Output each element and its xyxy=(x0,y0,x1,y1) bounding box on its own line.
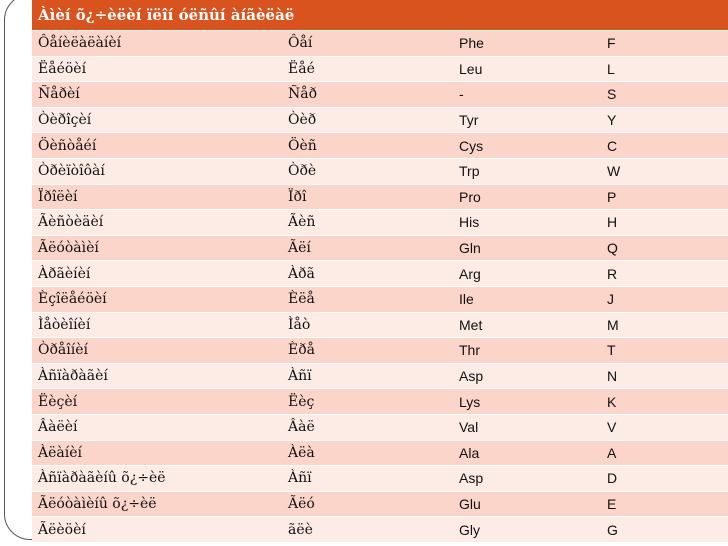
name-cell: Àëàíèí xyxy=(32,440,282,466)
table-row xyxy=(32,414,728,440)
table-row xyxy=(32,31,728,57)
name-cell: Àñïàðàãèí xyxy=(32,363,282,389)
abbr-cell: Ãëó xyxy=(282,491,453,517)
name-cell: Ëèçèí xyxy=(32,389,282,415)
three-letter-code-cell: Asp xyxy=(453,466,601,492)
name-cell: Ãëóòàìèí xyxy=(32,235,282,261)
abbr-cell: Âàë xyxy=(282,414,453,440)
table-row xyxy=(32,389,728,415)
abbr-cell: Ëåé xyxy=(282,56,453,82)
table-row xyxy=(32,338,728,364)
table-container xyxy=(32,0,728,546)
abbr-cell: Ïðî xyxy=(282,184,453,210)
three-letter-code-cell: Met xyxy=(453,312,601,338)
table-row xyxy=(32,261,728,287)
three-letter-code-cell: Val xyxy=(453,414,601,440)
one-letter-code-cell: Y xyxy=(601,107,728,133)
three-letter-code-cell: Tyr xyxy=(453,107,601,133)
abbr-cell: Òèð xyxy=(282,107,453,133)
three-letter-code-cell: Phe xyxy=(453,31,601,57)
table-row xyxy=(32,210,728,236)
abbr-cell: Èëå xyxy=(282,286,453,312)
table-row xyxy=(32,491,728,517)
name-cell: Öèñòåéí xyxy=(32,133,282,159)
one-letter-code-cell: G xyxy=(601,517,728,543)
three-letter-code-cell: Ile xyxy=(453,286,601,312)
name-cell: Ãèñòèäèí xyxy=(32,210,282,236)
one-letter-code-cell: P xyxy=(601,184,728,210)
one-letter-code-cell: L xyxy=(601,56,728,82)
abbr-cell: Ìåò xyxy=(282,312,453,338)
one-letter-code-cell: V xyxy=(601,414,728,440)
one-letter-code-cell: J xyxy=(601,286,728,312)
table-row xyxy=(32,466,728,492)
name-cell: Ñåðèí xyxy=(32,82,282,108)
name-cell: Ôåíèëàëàíèí xyxy=(32,31,282,57)
amino-acid-table xyxy=(32,0,728,543)
table-row xyxy=(32,158,728,184)
three-letter-code-cell: Glu xyxy=(453,491,601,517)
three-letter-code-cell: Asp xyxy=(453,363,601,389)
name-cell: Àðãèíèí xyxy=(32,261,282,287)
one-letter-code-cell: K xyxy=(601,389,728,415)
one-letter-code-cell: F xyxy=(601,31,728,57)
name-cell: Èçîëåéöèí xyxy=(32,286,282,312)
one-letter-code-cell: W xyxy=(601,158,728,184)
abbr-cell: Àñï xyxy=(282,363,453,389)
table-row xyxy=(32,440,728,466)
name-cell: Àñïàðàãèíû õ¿÷èë xyxy=(32,466,282,492)
table-row xyxy=(32,56,728,82)
three-letter-code-cell: Trp xyxy=(453,158,601,184)
table-title: Àìèí õ¿÷èëèí ïëîí óëñûí àíãèëàë xyxy=(32,0,728,31)
three-letter-code-cell: Leu xyxy=(453,56,601,82)
name-cell: Ìåòèîíèí xyxy=(32,312,282,338)
abbr-cell: Èðå xyxy=(282,338,453,364)
one-letter-code-cell: N xyxy=(601,363,728,389)
table-row xyxy=(32,312,728,338)
table-row xyxy=(32,184,728,210)
three-letter-code-cell: - xyxy=(453,82,601,108)
one-letter-code-cell: E xyxy=(601,491,728,517)
one-letter-code-cell: A xyxy=(601,440,728,466)
table-row xyxy=(32,107,728,133)
name-cell: Ëåéöèí xyxy=(32,56,282,82)
table-body xyxy=(32,31,728,543)
three-letter-code-cell: Pro xyxy=(453,184,601,210)
table-row xyxy=(32,235,728,261)
abbr-cell: Ñåð xyxy=(282,82,453,108)
name-cell: Ãëèöèí xyxy=(32,517,282,543)
three-letter-code-cell: Ala xyxy=(453,440,601,466)
three-letter-code-cell: Arg xyxy=(453,261,601,287)
abbr-cell: Öèñ xyxy=(282,133,453,159)
one-letter-code-cell: D xyxy=(601,466,728,492)
table-header-row xyxy=(32,0,728,31)
one-letter-code-cell: R xyxy=(601,261,728,287)
abbr-cell: Àëà xyxy=(282,440,453,466)
table-row xyxy=(32,363,728,389)
three-letter-code-cell: Gly xyxy=(453,517,601,543)
three-letter-code-cell: Lys xyxy=(453,389,601,415)
name-cell: Ïðîëèí xyxy=(32,184,282,210)
name-cell: Ãëóòàìèíû õ¿÷èë xyxy=(32,491,282,517)
abbr-cell: Ôåí xyxy=(282,31,453,57)
name-cell: Òðåîíèí xyxy=(32,338,282,364)
table-row xyxy=(32,286,728,312)
one-letter-code-cell: M xyxy=(601,312,728,338)
one-letter-code-cell: C xyxy=(601,133,728,159)
abbr-cell: ãëè xyxy=(282,517,453,543)
one-letter-code-cell: S xyxy=(601,82,728,108)
abbr-cell: Àðã xyxy=(282,261,453,287)
abbr-cell: Ëèç xyxy=(282,389,453,415)
abbr-cell: Àñï xyxy=(282,466,453,492)
one-letter-code-cell: T xyxy=(601,338,728,364)
one-letter-code-cell: H xyxy=(601,210,728,236)
table-row xyxy=(32,133,728,159)
table-row xyxy=(32,517,728,543)
three-letter-code-cell: Gln xyxy=(453,235,601,261)
one-letter-code-cell: Q xyxy=(601,235,728,261)
three-letter-code-cell: His xyxy=(453,210,601,236)
abbr-cell: Ãëí xyxy=(282,235,453,261)
abbr-cell: Òðè xyxy=(282,158,453,184)
three-letter-code-cell: Cys xyxy=(453,133,601,159)
table-row xyxy=(32,82,728,108)
abbr-cell: Ãèñ xyxy=(282,210,453,236)
name-cell: Òèðîçèí xyxy=(32,107,282,133)
three-letter-code-cell: Thr xyxy=(453,338,601,364)
name-cell: Òðèïòîôàí xyxy=(32,158,282,184)
name-cell: Âàëèí xyxy=(32,414,282,440)
